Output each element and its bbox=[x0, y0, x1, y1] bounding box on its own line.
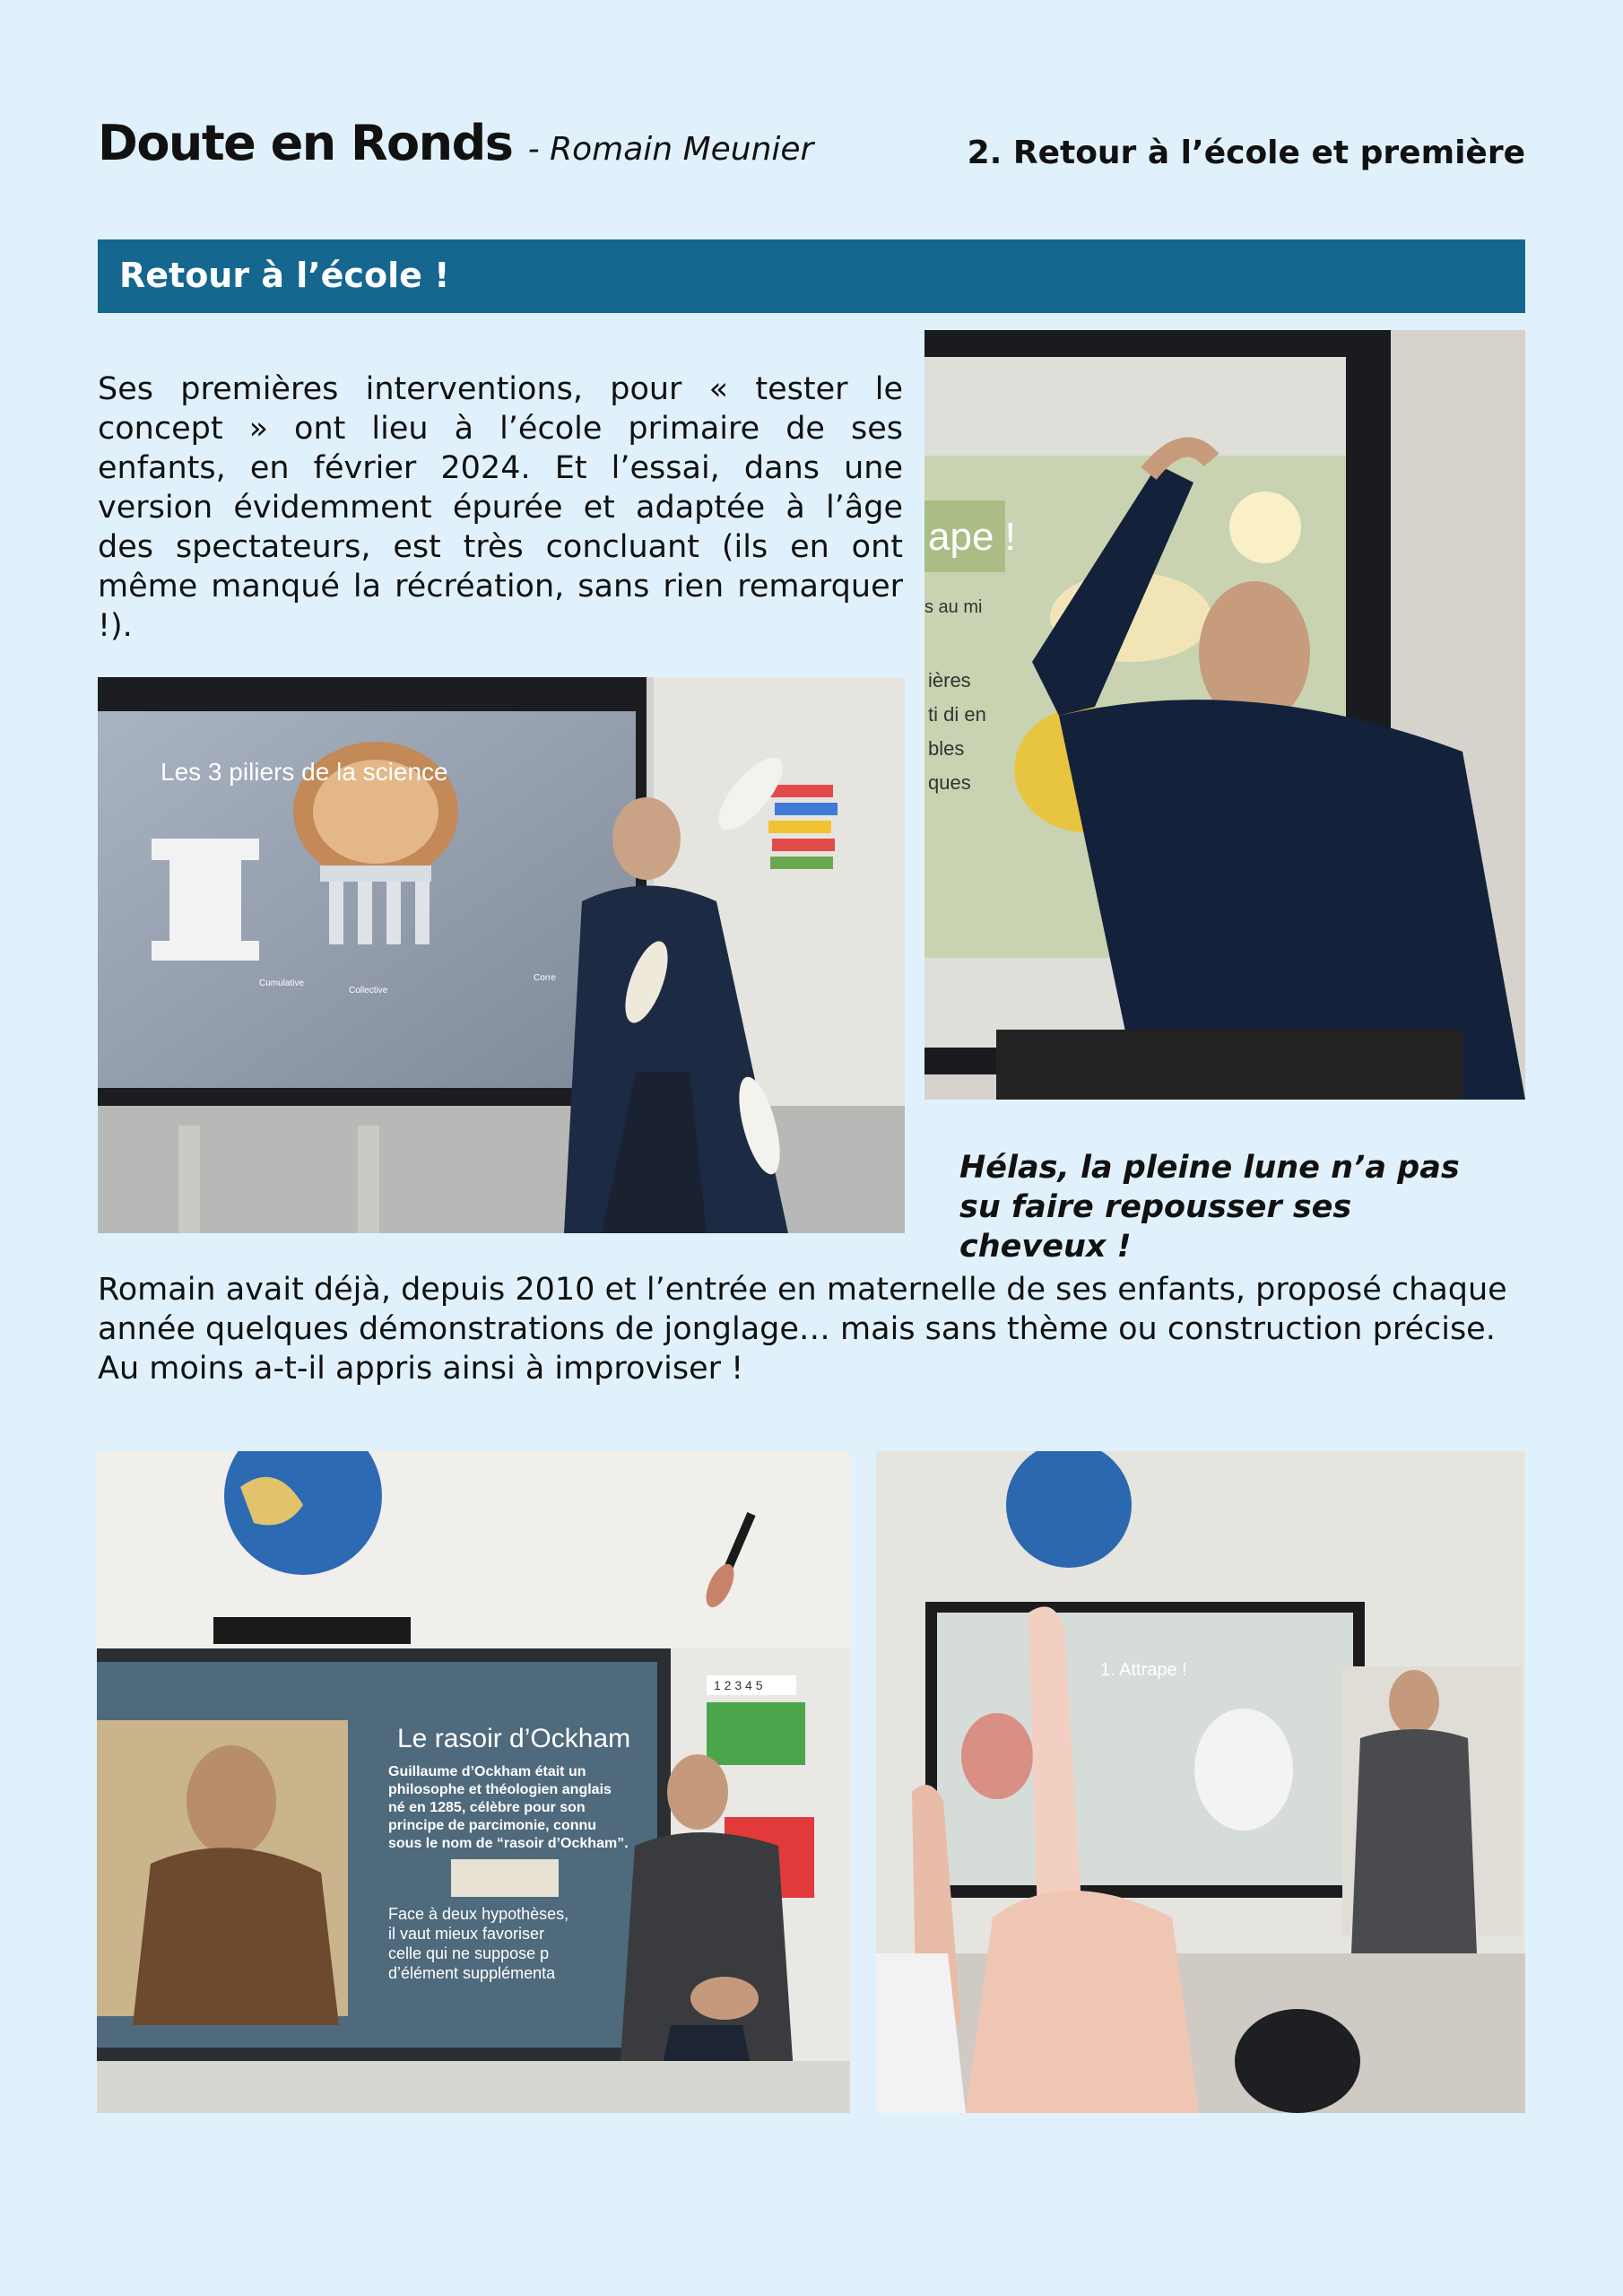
svg-text:ques: ques bbox=[928, 771, 971, 794]
ockham-slide-title: Le rasoir d’Ockham bbox=[397, 1724, 631, 1753]
photo-ockham-juggling bbox=[97, 1451, 850, 2113]
svg-text:bles: bles bbox=[928, 737, 965, 760]
svg-text:celle qui ne suppose p: celle qui ne suppose p bbox=[388, 1944, 550, 1962]
svg-text:principe de parcimonie, connu: principe de parcimonie, connu bbox=[388, 1818, 597, 1833]
svg-text:Guillaume d’Ockham était un: Guillaume d’Ockham était un bbox=[388, 1764, 586, 1779]
svg-text:Cumulative: Cumulative bbox=[259, 978, 305, 988]
svg-text:1 2 3 4 5: 1 2 3 4 5 bbox=[714, 1678, 763, 1692]
svg-text:né en 1285, célèbre pour son: né en 1285, célèbre pour son bbox=[388, 1800, 586, 1815]
svg-text:d’élément supplémenta: d’élément supplémenta bbox=[388, 1964, 556, 1982]
author-name: - Romain Meunier bbox=[527, 131, 814, 168]
svg-text:Face à deux hypothèses,: Face à deux hypothèses, bbox=[388, 1905, 569, 1923]
svg-text:s au mi: s au mi bbox=[924, 597, 983, 617]
section-label: 2. Retour à l’école et première bbox=[967, 135, 1525, 171]
photo-moon-head bbox=[924, 330, 1525, 1100]
moon-slide-title: ape ! bbox=[928, 515, 1016, 559]
svg-text:Collective: Collective bbox=[349, 986, 388, 996]
svg-text:ti di en: ti di en bbox=[928, 703, 986, 726]
title-text: Doute en Ronds bbox=[98, 115, 513, 171]
photo-caption: Hélas, la pleine lune n’a pas su faire repousser ses cheveux ! bbox=[959, 1150, 1460, 1265]
svg-text:sous le nom de “rasoir d’Ockha: sous le nom de “rasoir d’Ockham”. bbox=[388, 1836, 629, 1851]
svg-text:il vaut mieux favoriser: il vaut mieux favoriser bbox=[388, 1925, 545, 1943]
second-paragraph: Romain avait déjà, depuis 2010 et l’entrée en maternelle de ses enfants, proposé chaque année quelques démonstrations de jonglage… mais sans thème ou construction précise. Au moins a-t-il appris ainsi à improviser ! bbox=[98, 1272, 1507, 1387]
intro-paragraph: Ses premières interventions, pour « tester le concept » ont lieu à l’école primaire de ses enfants, en février 2024. Et l’essai, dans une version évidemment épurée et adaptée à l’âge des spectateurs, est très concluant (ils en ont même manqué la récréation, sans rien remarquer !). bbox=[98, 371, 903, 644]
svg-text:philosophe et théologien angla: philosophe et théologien anglais bbox=[388, 1782, 612, 1797]
svg-text:Corre: Corre bbox=[534, 973, 557, 983]
svg-text:ières: ières bbox=[928, 669, 971, 691]
section-banner bbox=[98, 239, 1525, 313]
section-banner-title: Retour à l’école ! bbox=[119, 256, 450, 295]
clubs-slide-title: Les 3 piliers de la science bbox=[161, 758, 448, 786]
photo-juggling-clubs bbox=[98, 677, 905, 1233]
photo-raised-hands bbox=[876, 1451, 1525, 2113]
hands-slide-title: 1. Attrape ! bbox=[1100, 1660, 1187, 1680]
document-title bbox=[98, 115, 813, 171]
